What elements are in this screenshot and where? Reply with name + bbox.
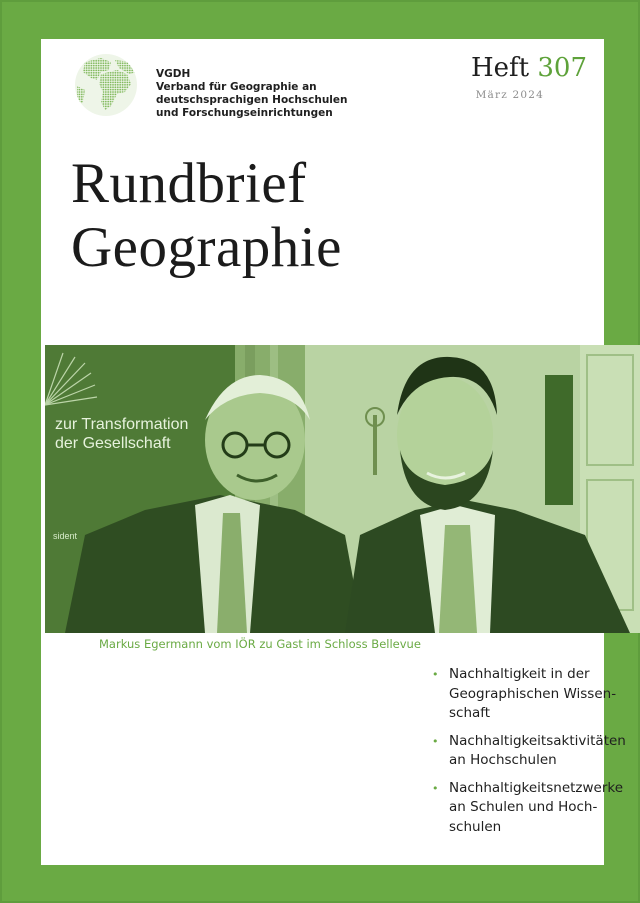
topics-list <box>432 665 640 845</box>
wall-text-small: sident <box>53 531 78 541</box>
topic-item <box>432 665 640 724</box>
issue-number: 307 <box>537 53 587 83</box>
org-line: Verband für Geographie an <box>156 81 317 93</box>
wall-text-line: zur Transformation <box>55 416 189 433</box>
issue-date: März 2024 <box>475 89 544 101</box>
org-line: deutschsprachigen Hochschulen <box>156 94 348 106</box>
wall-text <box>55 415 188 453</box>
cover-page <box>41 39 626 865</box>
globe-logo-icon <box>71 50 141 120</box>
topic-text: Nachhaltigkeitsnetzwerke an Schulen und Hoch-schulen <box>449 779 624 835</box>
org-abbreviation: VGDH <box>156 68 191 80</box>
topic-item <box>432 732 640 771</box>
bullet-icon: • <box>432 781 439 795</box>
magazine-title <box>71 152 342 280</box>
bullet-icon: • <box>432 668 439 681</box>
issue-word: Heft <box>470 53 530 83</box>
bullet-icon: • <box>432 734 439 748</box>
topic-text: Nachhaltigkeitsaktivitäten an Hochschulen <box>449 732 626 768</box>
issue-label <box>471 53 587 83</box>
cover-photo <box>45 345 640 633</box>
photo-illustration <box>45 345 640 633</box>
topic-text: Nachhaltigkeit in der Geographischen Wissen-schaft <box>449 666 617 721</box>
title-line: Rundbrief <box>71 152 307 215</box>
organization-name <box>156 68 348 120</box>
photo-caption: Markus Egermann vom IÖR zu Gast im Schloss Bellevue <box>99 637 421 651</box>
title-line: Geographie <box>71 216 342 279</box>
wall-text-line: der Gesellschaft <box>55 435 171 452</box>
org-line: und Forschungseinrichtungen <box>156 107 333 119</box>
topic-item <box>432 779 640 838</box>
